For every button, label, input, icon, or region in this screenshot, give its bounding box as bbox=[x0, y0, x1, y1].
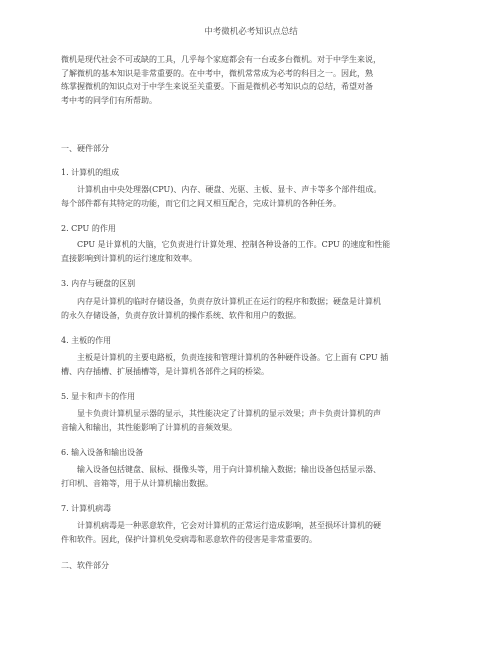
intro-line: 了解微机的基本知识是非常重要的。在中考中，微机常常成为必考的科目之一。因此，熟 bbox=[61, 68, 373, 78]
part2-heading: 二、软件部分 bbox=[61, 561, 109, 570]
intro-line: 微机是现代社会不可或缺的工具，几乎每个家庭都会有一台或多台微机。对于中学生来说， bbox=[61, 55, 381, 64]
section-line: 每个部件都有其特定的功能，而它们之间又相互配合，完成计算机的各种任务。 bbox=[61, 198, 341, 208]
section-line: 件和软件。因此，保护计算机免受病毒和恶意软件的侵害是非常重要的。 bbox=[61, 534, 317, 544]
section-line: 主板是计算机的主要电路板，负责连接和管理计算机的各种硬件设备。它上面有 CPU 插 bbox=[77, 353, 389, 362]
section-heading: 1. 计算机的组成 bbox=[61, 168, 120, 177]
section-line: 直接影响到计算机的运行速度和效率。 bbox=[61, 253, 197, 263]
section-body bbox=[61, 519, 443, 546]
section-body bbox=[61, 407, 443, 434]
document-title: 中考微机必考知识点总结 bbox=[204, 27, 298, 37]
section-line: 音输入和输出，其性能影响了计算机的音频效果。 bbox=[61, 422, 237, 432]
section-heading: 6. 输入设备和输出设备 bbox=[61, 448, 144, 457]
section-line: 计算机病毒是一种恶意软件，它会对计算机的正常运行造成影响，甚至损坏计算机的硬 bbox=[77, 521, 381, 530]
section-line: 计算机由中央处理器(CPU)、内存、硬盘、光驱、主板、显卡、声卡等多个部件组成。 bbox=[77, 185, 382, 194]
section-heading: 2. CPU 的作用 bbox=[61, 224, 116, 233]
section-heading: 5. 显卡和声卡的作用 bbox=[61, 392, 136, 401]
section-body bbox=[61, 463, 443, 490]
section-heading: 4. 主板的作用 bbox=[61, 336, 112, 345]
section-line: 显卡负责计算机显示器的显示，其性能决定了计算机的显示效果；声卡负责计算机的声 bbox=[77, 409, 381, 418]
part1-heading: 一、硬件部分 bbox=[61, 144, 109, 153]
intro-line: 练掌握微机的知识点对于中学生来说至关重要。下面是微机必考知识点的总结，希望对备 bbox=[61, 82, 373, 91]
section-line: 的永久存储设备，负责存放计算机的操作系统、软件和用户的数据。 bbox=[61, 310, 301, 320]
intro-paragraph bbox=[61, 53, 443, 107]
section-body bbox=[61, 351, 443, 378]
section-body bbox=[61, 238, 443, 265]
section-line: 输入设备包括键盘、鼠标、摄像头等，用于向计算机输入数据；输出设备包括显示器、 bbox=[77, 465, 381, 474]
section-body bbox=[61, 183, 443, 210]
section-body bbox=[61, 295, 443, 322]
section-heading: 7. 计算机病毒 bbox=[61, 504, 112, 513]
section-line: CPU 是计算机的大脑，它负责进行计算处理、控制各种设备的工作。CPU 的速度和性能 bbox=[77, 240, 391, 249]
section-line: 槽、内存插槽、扩展插槽等，是计算机各部件之间的桥梁。 bbox=[61, 366, 269, 376]
section-line: 内存是计算机的临时存储设备，负责存放计算机正在运行的程序和数据；硬盘是计算机 bbox=[77, 297, 381, 306]
section-line: 打印机、音箱等，用于从计算机输出数据。 bbox=[61, 478, 213, 488]
intro-line: 考中考的同学们有所帮助。 bbox=[61, 95, 157, 105]
section-heading: 3. 内存与硬盘的区别 bbox=[61, 279, 136, 288]
